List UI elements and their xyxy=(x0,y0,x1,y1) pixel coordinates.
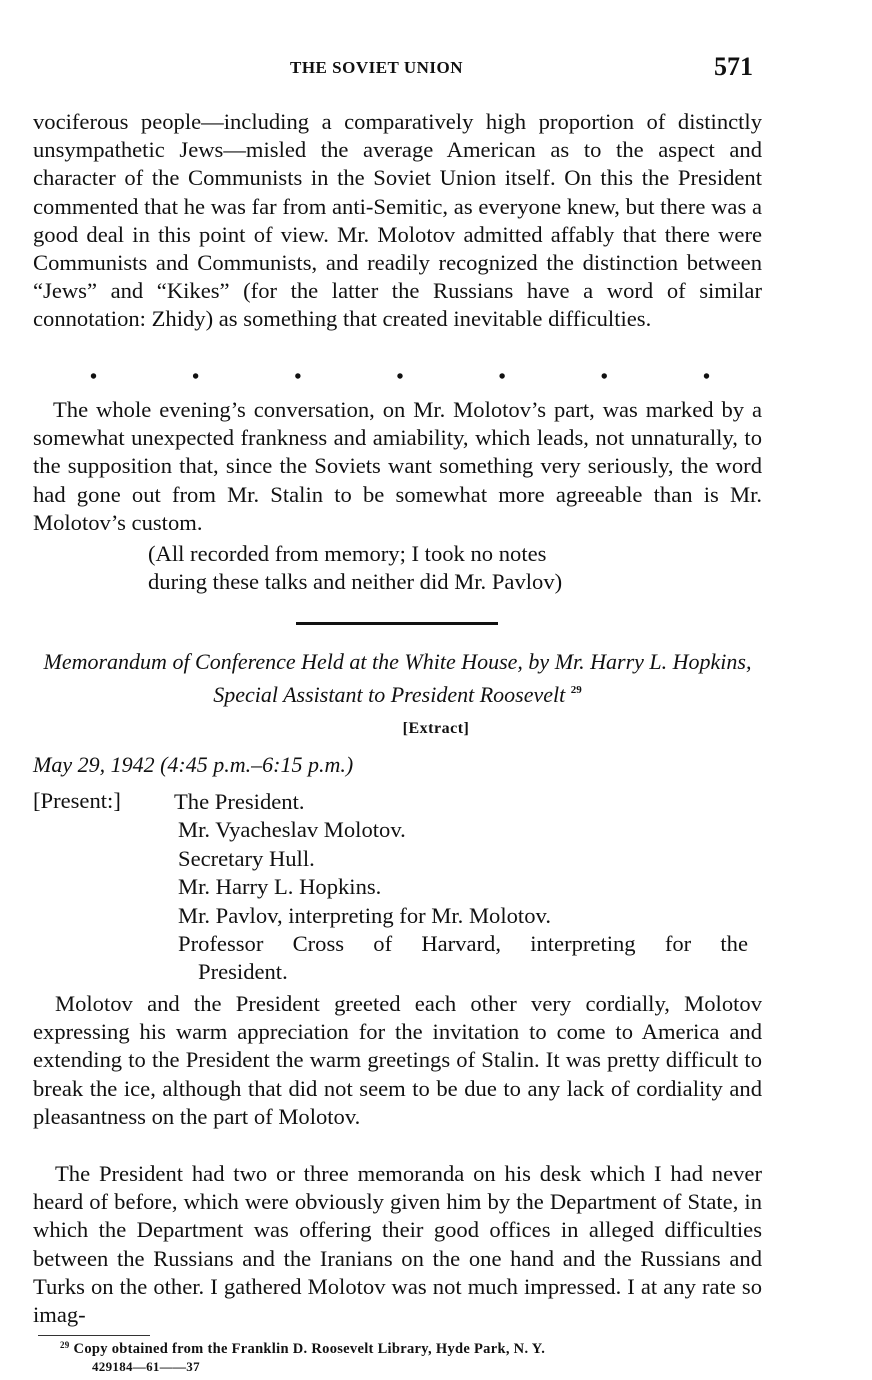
ellipsis-dot: • xyxy=(702,366,710,388)
ellipsis-dot: • xyxy=(192,366,200,388)
footnote-text: Copy obtained from the Franklin D. Roosevelt Library, Hyde Park, N. Y. xyxy=(73,1341,546,1357)
running-title: THE SOVIET UNION xyxy=(290,58,464,77)
extract-label: [Extract] xyxy=(402,720,470,737)
attendee: Professor Cross of Harvard, interpreting for the xyxy=(178,931,748,957)
attendee: Mr. Harry L. Hopkins. xyxy=(178,874,382,900)
memory-note xyxy=(148,540,562,596)
footnote xyxy=(60,1340,545,1358)
paragraph-evening-conversation: The whole evening’s conversation, on Mr. Molotov’s part, was marked by a somewhat unexpected frankness and amiability, which leads, not unnaturally, to the supposition that, since the Soviets want something very seriously, the word had gone out from Mr. Stalin to be somewhat more agreeable than is Mr. Molotov’s custom. xyxy=(33,397,762,535)
ellipsis-dot: • xyxy=(600,366,608,388)
attendee-continuation: President. xyxy=(198,959,288,985)
attendee: The President. xyxy=(174,789,305,814)
footnote-divider xyxy=(38,1335,150,1336)
attendee-list xyxy=(174,788,748,987)
paragraph-greeting: Molotov and the President greeted each other very cordially, Molotov expressing his warm appreciation for the invitation to come to America and extending to the President the warm greetings of Stalin. It was pretty difficult to break the ice, although that did not seem to be due to any lack of cordiality and pleasantness on the part of Molotov. xyxy=(33,991,762,1129)
ellipsis-dot: • xyxy=(294,366,302,388)
section-divider xyxy=(296,622,498,625)
ellipsis-dot: • xyxy=(396,366,404,388)
ellipsis-dot: • xyxy=(498,366,506,388)
memo-title xyxy=(33,648,762,709)
attendee: Mr. Vyacheslav Molotov. xyxy=(178,817,406,843)
ellipsis-separator xyxy=(90,366,710,389)
attendee: Secretary Hull. xyxy=(178,845,315,871)
memo-date: May 29, 1942 (4:45 p.m.–6:15 p.m.) xyxy=(33,752,354,777)
memory-note-line: during these talks and neither did Mr. Pavlov) xyxy=(148,569,563,595)
paragraph-continuation: vociferous people—including a comparatively high proportion of distinctly unsympathetic Jews—misled the average American as to the aspect and character of the Communists in the Soviet Union itself. On this the President commented that he was far from anti-Semitic, as everyone knew, but there was a good deal in this point of view. Mr. Molotov admitted affably that there were Communists and Communists, and readily recognized the distinction between “Jews” and “Kikes” (for the latter the Russians have a word of similar connotation: Zhidy) as something that created inevitable difficulties. xyxy=(33,109,762,332)
footnote-reference: 29 xyxy=(570,684,582,696)
memo-title-text: Memorandum of Conference Held at the White House, by Mr. Harry L. Hopkins, Special Assistant to President Roosevelt xyxy=(43,649,752,707)
memory-note-line: (All recorded from memory; I took no notes xyxy=(148,541,547,566)
ellipsis-dot: • xyxy=(90,366,98,388)
page-number: 571 xyxy=(714,52,753,81)
footnote-number: 29 xyxy=(60,1340,70,1350)
paragraph-memoranda: The President had two or three memoranda on his desk which I had never heard of before, which were obviously given him by the Department of State, in which the Department was offering their good offices in alleged difficulties between the Russians and the Iranians on the one hand and the Russians and Turks on the other. I gathered Molotov was not much impressed. I at any rate so imag- xyxy=(33,1161,762,1328)
present-label: [Present:] xyxy=(33,788,121,813)
print-code: 429184—61——37 xyxy=(92,1359,200,1374)
attendee: Mr. Pavlov, interpreting for Mr. Molotov. xyxy=(178,902,551,928)
